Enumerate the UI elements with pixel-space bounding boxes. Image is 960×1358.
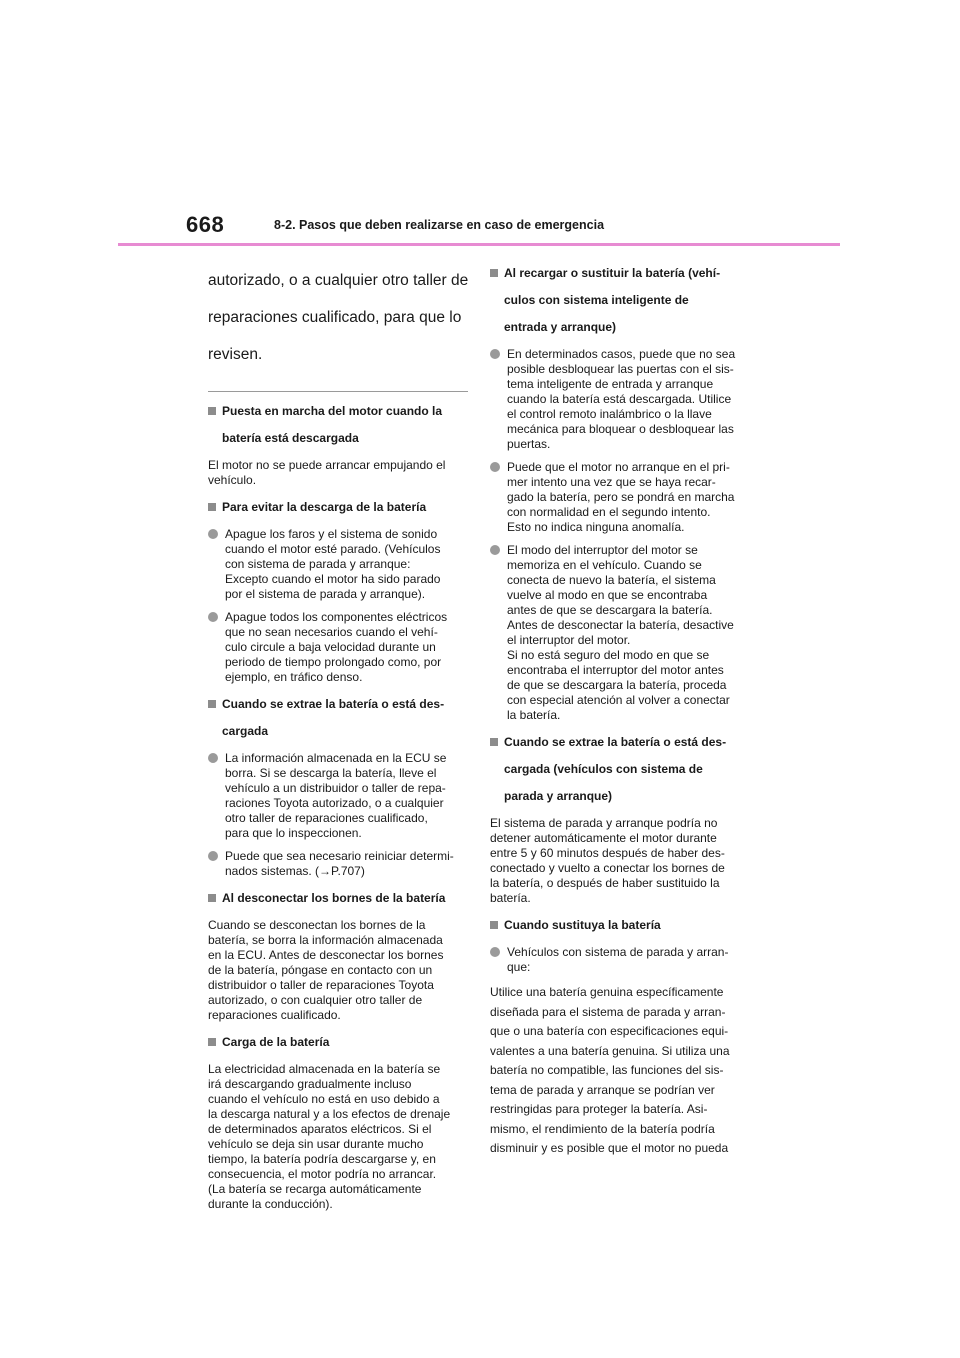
- circle-bullet-icon: [208, 753, 218, 763]
- text-line: el interruptor del motor.: [507, 633, 631, 647]
- text-line: Puede que el motor no arranque en el pri-: [507, 460, 730, 474]
- text-line: conecta de nuevo la batería, el sistema: [507, 573, 716, 587]
- text-line: la batería.: [507, 708, 561, 722]
- chapter-title: 8-2. Pasos que deben realizarse en caso de emergencia: [274, 218, 605, 232]
- text-line: encontraba el interruptor del motor antes: [507, 663, 724, 677]
- text-line: culo circule a baja velocidad durante un: [225, 640, 436, 654]
- text-line: mismo, el rendimiento de la batería podría: [490, 1121, 715, 1136]
- text-line: El sistema de parada y arranque podría no: [490, 816, 718, 830]
- bullet-item: [490, 543, 752, 723]
- text-line: gado la batería, pero se pondrá en marcha: [507, 490, 735, 504]
- section-title: [208, 891, 470, 906]
- text-line: parada y arranque): [504, 789, 613, 803]
- text-line: cuando el vehículo no está en uso debido a: [208, 1092, 440, 1106]
- text-line: entre 5 y 60 minutos después de haber des-: [490, 846, 725, 860]
- square-bullet-icon: [490, 921, 498, 929]
- square-bullet-icon: [490, 738, 498, 746]
- text-line: ejemplo, en tráfico denso.: [225, 670, 363, 684]
- text-line: disminuir y es posible que el motor no pueda: [490, 1141, 729, 1155]
- text-line: cuando el motor esté parado. (Vehículos: [225, 542, 441, 556]
- square-bullet-icon: [208, 407, 216, 415]
- circle-bullet-icon: [208, 529, 218, 539]
- circle-bullet-icon: [208, 851, 218, 861]
- section-title: [208, 404, 470, 446]
- text-line: irá descargando gradualmente incluso: [208, 1077, 412, 1091]
- circle-bullet-icon: [490, 545, 500, 555]
- section-separator: [208, 391, 468, 392]
- text-line: Antes de desconectar la batería, desactive: [507, 618, 734, 632]
- text-line: tema de parada y arranque se podrían ver: [490, 1082, 715, 1097]
- square-bullet-icon: [208, 503, 216, 511]
- square-bullet-icon: [490, 269, 498, 277]
- text-line: El modo del interruptor del motor se: [507, 543, 698, 557]
- text-line: Cuando sustituya la batería: [504, 918, 661, 932]
- text-line: cargada: [222, 724, 269, 738]
- text-line: distribuidor o taller de reparaciones Toyota: [208, 978, 434, 992]
- text-line: La electricidad almacenada en la batería se: [208, 1062, 441, 1076]
- text-line: vuelve al modo en que se encontraba: [507, 588, 708, 602]
- text-line: Vehículos con sistema de parada y arran-: [507, 945, 729, 959]
- text-line: consecuencia, el motor podría no arrancar.: [208, 1167, 437, 1181]
- text-line: vehículo.: [208, 473, 257, 487]
- text-line: cuando la batería está descargada. Utilice: [507, 392, 732, 406]
- circle-bullet-icon: [208, 612, 218, 622]
- text-line: antes de que se descargara la batería.: [507, 603, 713, 617]
- bullet-item: [490, 945, 752, 975]
- text-line: La información almacenada en la ECU se: [225, 751, 447, 765]
- text-line: mecánica para bloquear o desbloquear las: [507, 422, 734, 436]
- square-bullet-icon: [208, 700, 216, 708]
- text-line: cargada (vehículos con sistema de: [504, 762, 703, 776]
- text-line: con especial atención al volver a conectar: [507, 693, 730, 707]
- text-line: mer intento una vez que se haya recar-: [507, 475, 716, 489]
- text-line: (La batería se recarga automáticamente: [208, 1182, 422, 1196]
- section-title: [208, 500, 470, 515]
- paragraph: [208, 458, 470, 488]
- text-line: borra. Si se descarga la batería, lleve el: [225, 766, 437, 780]
- bullet-item: [208, 751, 470, 841]
- text-line: con normalidad en el segundo intento.: [507, 505, 711, 519]
- text-line: Cuando se desconectan los bornes de la: [208, 918, 426, 932]
- text-line: reparaciones cualificado.: [208, 1008, 341, 1022]
- text-line: periodo de tiempo prolongado como, por: [225, 655, 442, 669]
- bullet-item: [208, 849, 470, 879]
- text-line: autorizado, o a cualquier otro taller de: [208, 271, 469, 289]
- text-line: vehículo se deja sin usar durante mucho: [208, 1137, 424, 1151]
- text-line: conectado y vuelto a conectar los bornes de: [490, 861, 725, 875]
- page-number: 668: [186, 212, 225, 237]
- text-line: entrada y arranque): [504, 320, 617, 334]
- paragraph: [490, 983, 752, 1159]
- text-line: batería.: [490, 891, 531, 905]
- text-line: batería está descargada: [222, 431, 359, 445]
- text-line: Apague todos los componentes eléctricos: [225, 610, 448, 624]
- text-line: tiempo, la batería podría descargarse y, en: [208, 1152, 436, 1166]
- text-line: vehículo a un distribuidor o taller de repa-: [225, 781, 446, 795]
- text-line: Utilice una batería genuina específicamente: [490, 985, 724, 999]
- circle-bullet-icon: [490, 947, 500, 957]
- text-line: En determinados casos, puede que no sea: [507, 347, 736, 361]
- text-line: por el sistema de parada y arranque).: [225, 587, 426, 601]
- text-line: que:: [507, 960, 531, 974]
- text-line: tema inteligente de entrada y arranque: [507, 377, 714, 391]
- section-title: [490, 266, 752, 335]
- text-line: detener automáticamente el motor durante: [490, 831, 717, 845]
- paragraph: [490, 816, 752, 906]
- text-line: la descarga natural y a los efectos de drenaje: [208, 1107, 451, 1121]
- text-line: Cuando se extrae la batería o está des-: [504, 735, 727, 749]
- text-line: para que lo inspeccionen.: [225, 826, 362, 840]
- square-bullet-icon: [208, 894, 216, 902]
- text-line: Puesta en marcha del motor cuando la: [222, 404, 443, 418]
- text-line: Esto no indica ninguna anomalía.: [507, 520, 685, 534]
- text-line: memoriza en el vehículo. Cuando se: [507, 558, 702, 572]
- paragraph: [208, 918, 470, 1023]
- section-title: [490, 735, 752, 804]
- intro-paragraph: [208, 270, 470, 366]
- section-title: [490, 918, 752, 933]
- text-line: reparaciones cualificado, para que lo: [208, 308, 462, 326]
- text-line: que no sean necesarios cuando el vehí-: [225, 625, 438, 639]
- text-line: puertas.: [507, 437, 551, 451]
- text-line: Para evitar la descarga de la batería: [222, 500, 427, 514]
- section-title: [208, 697, 470, 739]
- text-line: de la batería, póngase en contacto con un: [208, 963, 433, 977]
- right-column: [490, 254, 752, 1159]
- text-line: de determinados aparatos eléctricos. Si el: [208, 1122, 432, 1136]
- text-line: raciones Toyota autorizado, o a cualquier: [225, 796, 444, 810]
- text-line: durante la conducción).: [208, 1197, 333, 1211]
- text-line: restringidas para proteger la batería. Asi-: [490, 1102, 708, 1116]
- text-line: diseñada para el sistema de parada y arran-: [490, 1004, 726, 1019]
- text-line: que o una batería con especificaciones equi-: [490, 1024, 729, 1038]
- text-line: la batería, o después de haber sustituido la: [490, 876, 720, 890]
- circle-bullet-icon: [490, 349, 500, 359]
- text-line: culos con sistema inteligente de: [504, 293, 689, 307]
- text-line: Apague los faros y el sistema de sonido: [225, 527, 438, 541]
- header-rule: [118, 243, 840, 246]
- text-line: nados sistemas. (→P.707): [225, 864, 365, 878]
- bullet-item: [208, 527, 470, 602]
- bullet-item: [490, 460, 752, 535]
- text-line: autorizado, o con cualquier otro taller de: [208, 993, 423, 1007]
- text-line: Excepto cuando el motor ha sido parado: [225, 572, 441, 586]
- text-line: de que se descargara la batería, proceda: [507, 678, 727, 692]
- text-line: Carga de la batería: [222, 1035, 330, 1049]
- left-column: [208, 254, 470, 1220]
- bullet-item: [490, 347, 752, 452]
- text-line: Al desconectar los bornes de la batería: [222, 891, 446, 905]
- text-line: revisen.: [208, 345, 263, 363]
- text-line: Si no está seguro del modo en que se: [507, 648, 710, 662]
- text-line: otro taller de reparaciones cualificado,: [225, 811, 428, 825]
- text-line: Cuando se extrae la batería o está des-: [222, 697, 445, 711]
- text-line: posible desbloquear las puertas con el sis-: [507, 362, 734, 376]
- paragraph: [208, 1062, 470, 1212]
- text-line: valentes a una batería genuina. Si utiliza una: [490, 1043, 730, 1058]
- text-line: batería no compatible, las funciones del sis-: [490, 1063, 724, 1077]
- text-line: el control remoto inalámbrico o la llave: [507, 407, 712, 421]
- bullet-item: [208, 610, 470, 685]
- square-bullet-icon: [208, 1038, 216, 1046]
- text-line: batería, se borra la información almacenada: [208, 933, 443, 947]
- text-line: Puede que sea necesario reiniciar determi-: [225, 849, 454, 863]
- text-line: El motor no se puede arrancar empujando el: [208, 458, 446, 472]
- text-line: Al recargar o sustituir la batería (vehí-: [504, 266, 721, 280]
- text-line: con sistema de parada y arranque:: [225, 557, 411, 571]
- text-line: en la ECU. Antes de desconectar los bornes: [208, 948, 444, 962]
- section-title: [208, 1035, 470, 1050]
- circle-bullet-icon: [490, 462, 500, 472]
